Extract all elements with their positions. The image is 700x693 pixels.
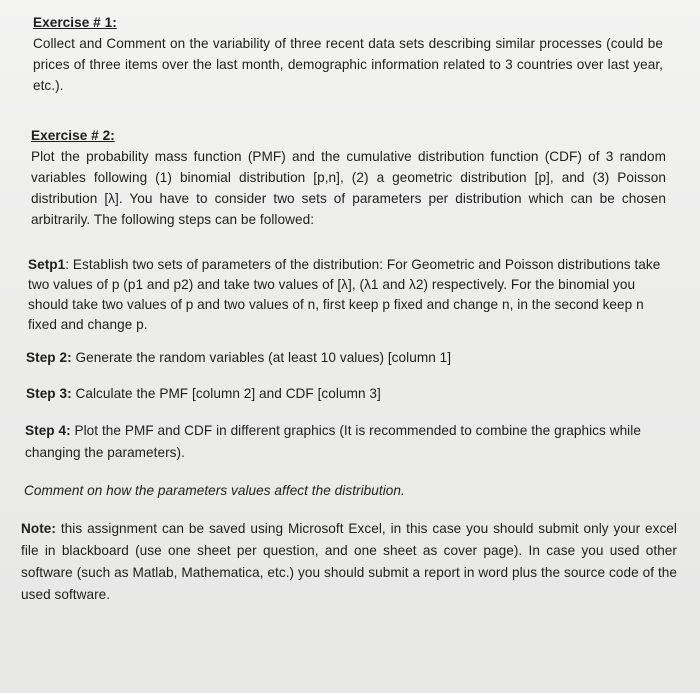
step-2-label: Step 2: bbox=[26, 350, 72, 365]
step-1-paragraph bbox=[28, 255, 668, 335]
step-2-paragraph bbox=[26, 347, 666, 368]
exercise-2-body: Plot the probability mass function (PMF) and the cumulative distribution function (CDF) of 3 random variables following (1) binomial distribution [p,n], (2) a geometric distribution [p], and (3) Poisson distribution [λ]. You have to consider two sets of parameters per distribution which can be chosen arbitrarily. The following steps can be followed: bbox=[31, 149, 666, 227]
step-3-label: Step 3: bbox=[26, 386, 72, 401]
note-text: this assignment can be saved using Microsoft Excel, in this case you should submit only your excel file in blackboard (use one sheet per question, and one sheet as cover page). In case you used other software (such as Matlab, Mathematica, etc.) you should submit a report in word plus the source code of the used software. bbox=[21, 521, 677, 602]
exercise-1-section bbox=[33, 12, 663, 96]
exercise-2-section bbox=[31, 125, 666, 230]
note-paragraph bbox=[21, 518, 677, 606]
step-1-text: : Establish two sets of parameters of the distribution: For Geometric and Poisson distributions take two values of p (p1 and p2) and take two values of [λ], (λ1 and λ2) respectively. For the binomial you should take two values of p and two values of n, first keep p fixed and change n, in the second keep n fixed and change p. bbox=[28, 257, 661, 332]
exercise-1-body: Collect and Comment on the variability of three recent data sets describing similar processes (could be prices of three items over the last month, demographic information related to 3 countries over last year, etc.). bbox=[33, 36, 663, 93]
step-4-text: Plot the PMF and CDF in different graphics (It is recommended to combine the graphics while changing the parameters). bbox=[25, 423, 641, 460]
comment-line: Comment on how the parameters values affect the distribution. bbox=[24, 483, 405, 498]
step-4-label: Step 4: bbox=[25, 423, 71, 438]
step-3-text: Calculate the PMF [column 2] and CDF [column 3] bbox=[71, 386, 381, 401]
exercise-1-heading: Exercise # 1: bbox=[33, 15, 117, 30]
note-label: Note: bbox=[21, 521, 56, 536]
exercise-2-heading: Exercise # 2: bbox=[31, 128, 115, 143]
step-3-paragraph bbox=[26, 383, 666, 404]
step-1-label: Setp1 bbox=[28, 257, 66, 272]
step-2-text: Generate the random variables (at least 10 values) [column 1] bbox=[71, 350, 452, 365]
step-4-paragraph bbox=[25, 420, 677, 464]
